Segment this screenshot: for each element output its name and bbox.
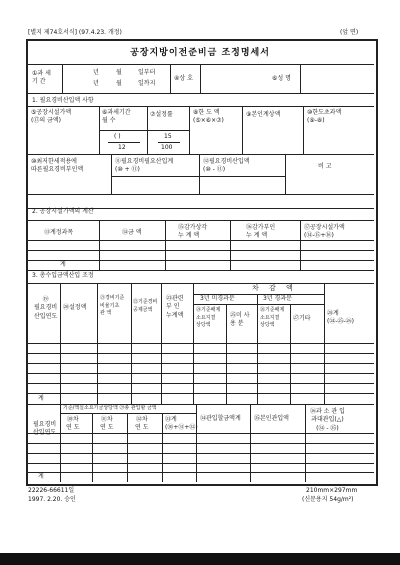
year-label-1: 년 <box>93 69 99 76</box>
section1-heading: 1. 필요경비산입액 사항 <box>32 97 94 104</box>
year-label-2: 년 <box>93 80 99 87</box>
col-self-appropriation: ⑨본인계상액 <box>246 111 281 118</box>
name-label: ⑥성 명 <box>272 75 291 82</box>
footer-paper-size: 210mm×297mm <box>306 487 358 494</box>
month-fraction-bottom: 12 <box>118 144 126 151</box>
col-tax-period: ⑥과세기간 월 수 <box>102 109 131 125</box>
form-title: 공장지방이전준비금 조정명세서 <box>130 48 270 58</box>
col-remarks: 비 고 <box>318 163 332 170</box>
from-label: 일부터 <box>138 69 156 76</box>
col-sum: ㉝계 (㉚+㉛+㉜) <box>165 416 198 432</box>
col-account: ⑬계정과목 <box>44 229 74 236</box>
col-other: ㉗기타 <box>293 315 311 322</box>
col-excess: ㊱과 소 관 입 과대관입(△) (㉞ - ㉟) <box>310 408 345 432</box>
group-under-3yr: 3년 미경과분 <box>200 295 235 302</box>
group-over-3yr: 3년 경과분 <box>263 295 292 302</box>
footer-paper-type: (신문용지 54g/m²) <box>302 496 354 503</box>
col-income-total: ㉞관입할금액계 <box>200 415 241 422</box>
form-code: [별지 제74호서식] (97.4.23. 개정) <box>28 29 122 36</box>
col-plan-deduction-2: ㉖기준배제 소요지결 상당액 <box>260 307 285 328</box>
tax-period-label: ①과 세 기 간 <box>32 70 51 86</box>
col-factory-price: ⑤공장시설가액 (⑰의 금액) <box>31 109 72 125</box>
group-deduction: 차 감 액 <box>252 284 297 292</box>
month-fraction-top: ( ) <box>114 133 121 140</box>
section2-total-label: 계 <box>60 261 66 268</box>
col-related-denied: ㉓관련 부 인 누계액 <box>166 295 184 319</box>
group-header-4: 기준/액실소요기금상당액 ㉙총 관입할 금액 <box>63 405 157 411</box>
scan-bottom-bar <box>0 553 400 565</box>
to-label: 일까지 <box>138 80 156 87</box>
page-side: (앞 면) <box>340 29 359 36</box>
month-label-1: 월 <box>116 69 122 76</box>
footer-code: 22226-66611일 <box>28 487 75 494</box>
col-fixed-rate: ⑦설정률 <box>150 111 173 118</box>
col-necessary-amount: ⑫필요경비산입액 (⑩ - ⑪) <box>203 158 250 174</box>
col-year-b: ㉛차 연 도 <box>100 416 114 432</box>
col-necessary-year-4: 필요경비 산입연도 <box>33 421 57 437</box>
col-factory-value: ⑰공장시설가액 (⑭-⑮+⑯) <box>304 224 345 240</box>
rate-bottom: 100 <box>161 144 173 151</box>
rate-top: 15 <box>164 133 172 140</box>
col-self-income: ㉟본인관입액 <box>254 415 289 422</box>
col-limit-excess: ⑩한도초과액 (⑨-⑧) <box>307 109 342 125</box>
section4-total-label: 계 <box>38 473 44 480</box>
col-prior-income: ㉑경비기준 비율기초 관 액 <box>100 295 125 316</box>
col-depreciation-denied: ⑯감가부인 누 계 액 <box>246 224 276 240</box>
col-use-portion: ㉕미 사 용 분 <box>230 312 250 328</box>
col-min-tax: ⑩최저한세적용에 따른필요경비부인액 <box>31 158 84 174</box>
col-amount: ⑭금 액 <box>122 229 142 236</box>
section2-heading: 2. 공장시설가액의 계산 <box>32 208 94 215</box>
col-necessary-year-3: ⑲ 필요경비 산입연도 <box>34 296 58 320</box>
month-label-2: 월 <box>116 80 122 87</box>
col-year-c: ㉜차 연 도 <box>135 416 149 432</box>
col-year-a: ㉚차 연 도 <box>66 416 80 432</box>
footer-approval: 1997. 2.20. 승인 <box>28 496 76 503</box>
col-fixed-amount: ⑳설정액 <box>63 304 87 311</box>
section3-heading: 3. 총수입금액산입 조정 <box>32 272 94 279</box>
col-depreciation: ⑮감가상각 누 계 액 <box>178 224 208 240</box>
col-total-3: ㉘계 (㉔-㉕-㉖) <box>327 310 355 326</box>
col-plan-deduction: ㉔기준배제 소요지결 상당액 <box>196 307 221 328</box>
section3-total-label: 계 <box>38 395 44 402</box>
col-limit: ⑧한 도 액 (⑤×⑥×⑦) <box>193 109 224 125</box>
col-benchmark: ㉒기준경비 공제금액 <box>133 299 158 313</box>
company-label: ④상 호 <box>174 75 193 82</box>
col-necessary-total: ⑪필요경비필요산입계 (⑩ + ⑪) <box>115 158 174 174</box>
